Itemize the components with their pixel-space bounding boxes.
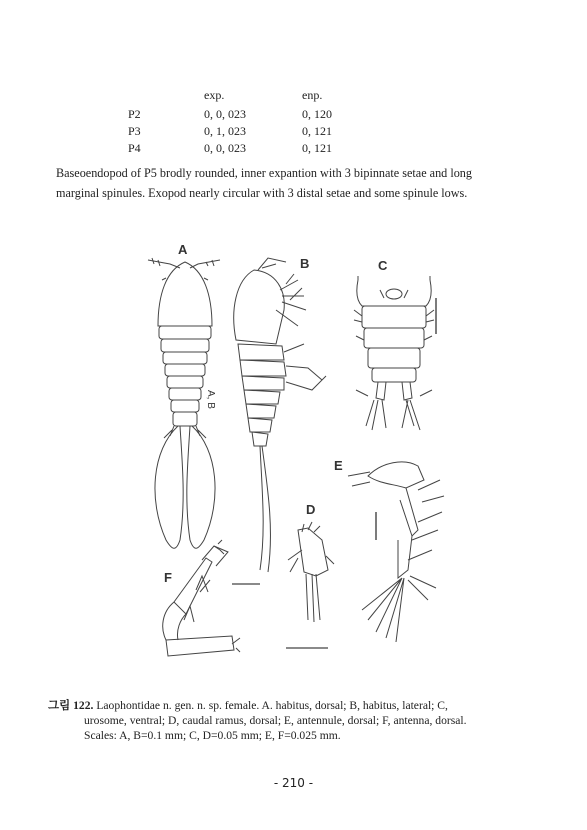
caption-line: urosome, ventral; D, caudal ramus, dorsal; E, antennule, dorsal; F, antenna, dorsal. bbox=[84, 714, 467, 727]
figure-drawings bbox=[136, 240, 458, 670]
panel-label-d: D bbox=[306, 502, 316, 517]
scale-label-ab: A, B bbox=[205, 390, 216, 409]
table-cell-enp: 0, 120 bbox=[302, 107, 332, 121]
panel-label-c: C bbox=[378, 258, 388, 273]
caption-line: Scales: A, B=0.1 mm; C, D=0.05 mm; E, F=0.025 mm. bbox=[84, 729, 341, 742]
caption-line: Laophontidae n. gen. n. sp. female. A. habitus, dorsal; B, habitus, lateral; C, bbox=[96, 699, 448, 712]
page-number: - 210 - bbox=[273, 776, 314, 790]
panel-label-b: B bbox=[300, 256, 310, 271]
table-cell-enp: 0, 121 bbox=[302, 141, 332, 155]
table-cell-exp: 0, 0, 023 bbox=[204, 141, 246, 155]
panel-d-caudal-ramus bbox=[286, 522, 334, 648]
paragraph-line: Baseoendopod of P5 brodly rounded, inner expantion with 3 bipinnate setae and long bbox=[56, 166, 472, 180]
caption-number: 122. bbox=[73, 699, 94, 712]
caption-prefix: 그림 bbox=[48, 698, 71, 712]
panel-label-a: A bbox=[178, 242, 188, 257]
copepod-figure bbox=[136, 240, 458, 670]
panel-c-urosome-ventral bbox=[354, 276, 436, 430]
table-header-exp: exp. bbox=[204, 88, 225, 102]
table-cell-exp: 0, 1, 023 bbox=[204, 124, 246, 138]
panel-f-antenna bbox=[163, 540, 260, 656]
panel-label-f: F bbox=[164, 570, 172, 585]
description-paragraph bbox=[56, 163, 534, 203]
table-row-leg: P4 bbox=[128, 141, 141, 155]
table-header-enp: enp. bbox=[302, 88, 323, 102]
table-row-leg: P2 bbox=[128, 107, 141, 121]
leg-setation-table bbox=[0, 0, 587, 160]
figure-caption bbox=[48, 698, 540, 743]
table-row-leg: P3 bbox=[128, 124, 141, 138]
paragraph-line: marginal spinules. Exopod nearly circular with 3 distal setae and some spinule lows. bbox=[56, 186, 468, 200]
table-cell-exp: 0, 0, 023 bbox=[204, 107, 246, 121]
panel-b-habitus-lateral bbox=[234, 258, 326, 572]
panel-e-antennule bbox=[348, 462, 444, 642]
table-cell-enp: 0, 121 bbox=[302, 124, 332, 138]
panel-label-e: E bbox=[334, 458, 343, 473]
